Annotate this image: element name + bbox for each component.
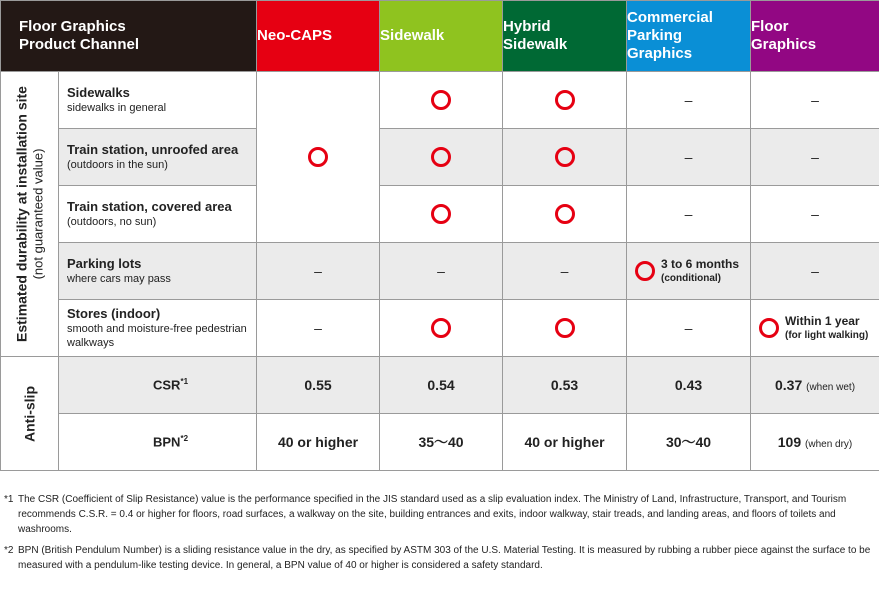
header-floor-graphics: Floor Graphics bbox=[751, 1, 879, 72]
dash-mark: – bbox=[560, 263, 569, 279]
dash-mark: – bbox=[684, 149, 693, 165]
dash-mark: – bbox=[684, 320, 693, 336]
footnote-bpn: *2 BPN (British Pendulum Number) is a sliding resistance value in the dry, as specified by ASTM 303 of the U.S. Material Testing. It is measured by rubbing a rubber piece against the surface to be measured with a pendulum-like testing device. In general, a BPN value of 40 or higher is considered a safety standard. bbox=[4, 545, 871, 571]
circle-mark bbox=[431, 318, 451, 338]
row-train-station-covered bbox=[1, 186, 879, 243]
circle-mark bbox=[431, 147, 451, 167]
header-neo-caps: Neo-CAPS bbox=[257, 1, 380, 72]
bpn-value: 30〜40 bbox=[627, 414, 751, 471]
csr-value-floor: 0.37 (when wet) bbox=[751, 357, 879, 414]
site-label: Train station, unroofed area (outdoors in the sun) bbox=[59, 129, 257, 186]
header-hybrid-sidewalk: Hybrid Sidewalk bbox=[503, 1, 627, 72]
row-stores-indoor bbox=[1, 300, 879, 357]
bpn-value-floor: 109 (when dry) bbox=[751, 414, 879, 471]
row-bpn bbox=[1, 414, 879, 471]
dash-mark: – bbox=[811, 263, 819, 279]
row-sidewalks bbox=[1, 72, 879, 129]
stores-floor-cell: Within 1 year (for light walking) bbox=[751, 300, 879, 357]
dash-mark: – bbox=[684, 206, 693, 222]
site-label: Parking lots where cars may pass bbox=[59, 243, 257, 300]
circle-mark bbox=[308, 147, 328, 167]
site-label: Stores (indoor) smooth and moisture-free pedestrian walkways bbox=[59, 300, 257, 357]
parking-commercial-cell: 3 to 6 months (conditional) bbox=[627, 243, 751, 300]
bpn-label: BPN$^{*2}$ bbox=[59, 414, 257, 471]
bpn-value: 35〜40 bbox=[380, 414, 503, 471]
dash-mark: – bbox=[811, 206, 819, 222]
csr-label: CSR$^{*1}$ bbox=[59, 357, 257, 414]
durability-group-label: Estimated durability at installation site (not guaranteed value) bbox=[1, 72, 59, 357]
circle-mark bbox=[431, 90, 451, 110]
site-label: Sidewalks sidewalks in general bbox=[59, 72, 257, 129]
circle-mark bbox=[759, 318, 779, 338]
site-label: Train station, covered area (outdoors, no sun) bbox=[59, 186, 257, 243]
csr-value: 0.54 bbox=[380, 357, 503, 414]
footnotes bbox=[4, 492, 876, 579]
dash-mark: – bbox=[314, 320, 322, 336]
antislip-group-label: Anti-slip bbox=[1, 357, 59, 471]
dash-mark: – bbox=[811, 92, 819, 108]
dash-mark: – bbox=[811, 149, 819, 165]
csr-value: 0.55 bbox=[257, 357, 380, 414]
row-parking-lots bbox=[1, 243, 879, 300]
circle-mark bbox=[635, 261, 655, 281]
table-title: Floor Graphics Product Channel bbox=[1, 1, 257, 72]
neo-caps-outdoor-cell bbox=[257, 72, 380, 243]
bpn-value: 40 or higher bbox=[257, 414, 380, 471]
circle-mark bbox=[555, 90, 575, 110]
csr-value: 0.53 bbox=[503, 357, 627, 414]
circle-mark bbox=[555, 147, 575, 167]
csr-value: 0.43 bbox=[627, 357, 751, 414]
row-csr bbox=[1, 357, 879, 414]
header-commercial-parking-graphics: Commercial Parking Graphics bbox=[627, 1, 751, 72]
bpn-value: 40 or higher bbox=[503, 414, 627, 471]
header-row bbox=[1, 1, 879, 72]
dash-mark: – bbox=[314, 263, 322, 279]
circle-mark bbox=[555, 318, 575, 338]
header-sidewalk: Sidewalk bbox=[380, 1, 503, 72]
circle-mark bbox=[431, 204, 451, 224]
footnote-csr: *1 The CSR (Coefficient of Slip Resistance) value is the performance specified in the JIS standard used as a slip evaluation index. The Ministry of Land, Infrastructure, Transport, and Tourism recommends C.S.R. = 0.4 or higher for floors, road surfaces, a walkway on the site, building entrances and exits, indoor walkway, stair treads, and landing areas, and floors of toilets and washrooms. bbox=[4, 494, 847, 535]
row-train-station-unroofed bbox=[1, 129, 879, 186]
circle-mark bbox=[555, 204, 575, 224]
dash-mark: – bbox=[684, 92, 693, 108]
dash-mark: – bbox=[437, 263, 445, 279]
